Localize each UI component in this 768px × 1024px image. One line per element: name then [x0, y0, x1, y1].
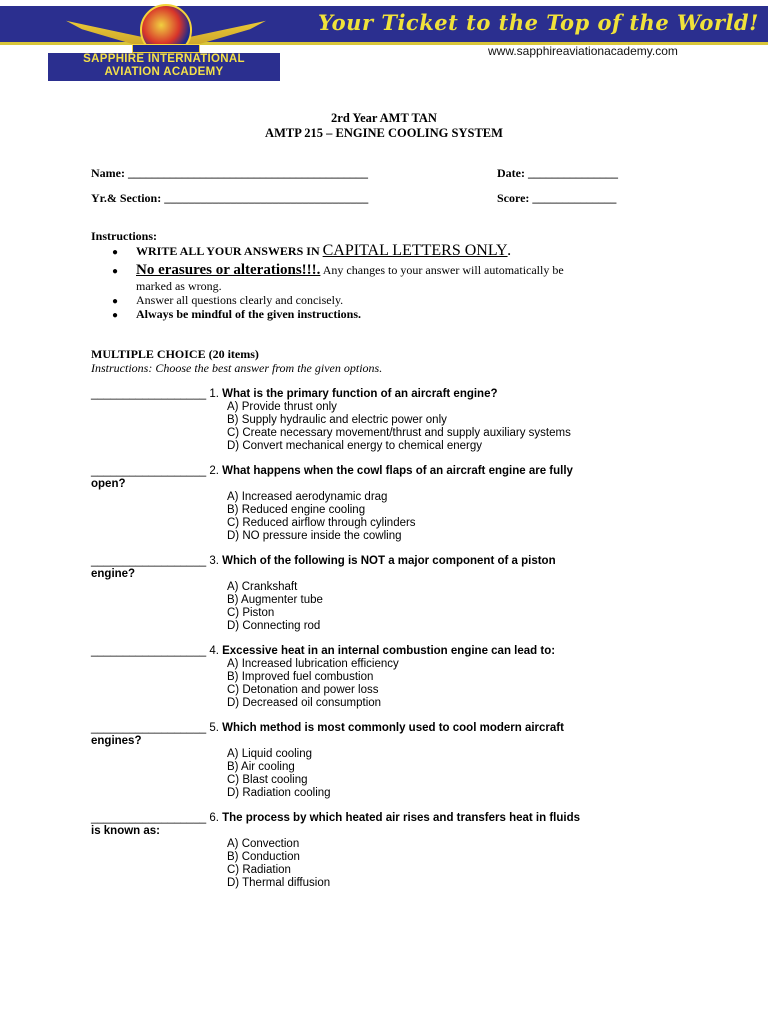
section-instructions: Instructions: Choose the best answer from the given options. — [91, 361, 383, 375]
bullet-icon: ● — [112, 296, 119, 307]
academy-logo — [40, 0, 280, 84]
question-5 — [91, 722, 564, 734]
question-6 — [91, 812, 580, 824]
bullet-icon: ● — [112, 310, 119, 321]
instruction-item: ● Answer all questions clearly and concisely. — [112, 293, 344, 307]
header-banner — [0, 0, 768, 84]
option-a: A) Increased aerodynamic drag — [227, 491, 388, 503]
option-c: C) Radiation — [227, 864, 291, 876]
website-url: www.sapphireaviationacademy.com — [488, 44, 678, 58]
section-field: Yr.& Section: __________________________________ — [91, 191, 369, 205]
answer-blank: __________________ 5. — [91, 722, 223, 734]
option-b: B) Conduction — [227, 851, 300, 863]
question-text: What is the primary function of an aircraft engine? — [222, 388, 498, 400]
option-b: B) Reduced engine cooling — [227, 504, 366, 516]
question-continuation: is known as: — [91, 825, 161, 837]
option-c: C) Detonation and power loss — [227, 684, 379, 696]
question-text: Which method is most commonly used to cool modern aircraft — [222, 722, 564, 734]
question-1 — [91, 388, 498, 400]
question-continuation: engines? — [91, 735, 142, 747]
question-text: The process by which heated air rises and transfers heat in fluids — [222, 812, 580, 824]
exam-course-title: AMTP 215 – ENGINE COOLING SYSTEM — [265, 126, 503, 140]
option-c: C) Blast cooling — [227, 774, 308, 786]
option-b: B) Supply hydraulic and electric power only — [227, 414, 447, 426]
option-b: B) Improved fuel combustion — [227, 671, 374, 683]
logo-ribbon — [132, 44, 200, 53]
option-a: A) Increased lubrication efficiency — [227, 658, 399, 670]
question-continuation: open? — [91, 478, 126, 490]
option-a: A) Convection — [227, 838, 300, 850]
option-d: D) Decreased oil consumption — [227, 697, 382, 709]
option-c: C) Create necessary movement/thrust and supply auxiliary systems — [227, 427, 571, 439]
question-3 — [91, 555, 556, 567]
option-d: D) NO pressure inside the cowling — [227, 530, 402, 542]
question-text: Which of the following is NOT a major component of a piston — [222, 555, 556, 567]
academy-name-line2: AVIATION ACADEMY — [104, 66, 224, 78]
question-continuation: engine? — [91, 568, 136, 580]
academy-name — [48, 53, 280, 81]
academy-name-line1: SAPPHIRE INTERNATIONAL — [83, 53, 245, 65]
option-d: D) Thermal diffusion — [227, 877, 331, 889]
question-2 — [91, 465, 573, 477]
score-field: Score: ______________ — [497, 191, 617, 205]
answer-blank: __________________ 6. — [91, 812, 223, 824]
option-c: C) Piston — [227, 607, 275, 619]
option-d: D) Radiation cooling — [227, 787, 331, 799]
instructions-label: Instructions: — [91, 229, 158, 243]
date-field: Date: _______________ — [497, 166, 618, 180]
question-text: Excessive heat in an internal combustion engine can lead to: — [222, 645, 556, 657]
answer-blank: __________________ 1. — [91, 388, 223, 400]
answer-blank: __________________ 2. — [91, 465, 223, 477]
exam-year-title: 2rd Year AMT TAN — [331, 111, 437, 125]
question-4 — [91, 645, 555, 657]
option-b: B) Augmenter tube — [227, 594, 323, 606]
instruction-item: ● WRITE ALL YOUR ANSWERS IN CAPITAL LETTERS ONLY. — [112, 242, 511, 259]
option-d: D) Connecting rod — [227, 620, 321, 632]
option-a: A) Provide thrust only — [227, 401, 337, 413]
answer-blank: __________________ 3. — [91, 555, 223, 567]
instruction-continuation: marked as wrong. — [136, 279, 222, 293]
instruction-item: ● Always be mindful of the given instructions. — [112, 307, 362, 321]
option-d: D) Convert mechanical energy to chemical energy — [227, 440, 483, 452]
answer-blank: __________________ 4. — [91, 645, 223, 657]
option-a: A) Liquid cooling — [227, 748, 313, 760]
name-field: Name: ________________________________________ — [91, 166, 368, 180]
slogan: Your Ticket to the Top of the World! — [318, 10, 759, 35]
option-b: B) Air cooling — [227, 761, 295, 773]
question-text: What happens when the cowl flaps of an aircraft engine are fully — [222, 465, 573, 477]
option-a: A) Crankshaft — [227, 581, 298, 593]
bullet-icon: ● — [112, 266, 119, 277]
section-title: MULTIPLE CHOICE (20 items) — [91, 347, 259, 361]
option-c: C) Reduced airflow through cylinders — [227, 517, 416, 529]
instruction-item: ● No erasures or alterations!!!. Any changes to your answer will automatically be — [112, 262, 564, 278]
bullet-icon: ● — [112, 247, 119, 258]
